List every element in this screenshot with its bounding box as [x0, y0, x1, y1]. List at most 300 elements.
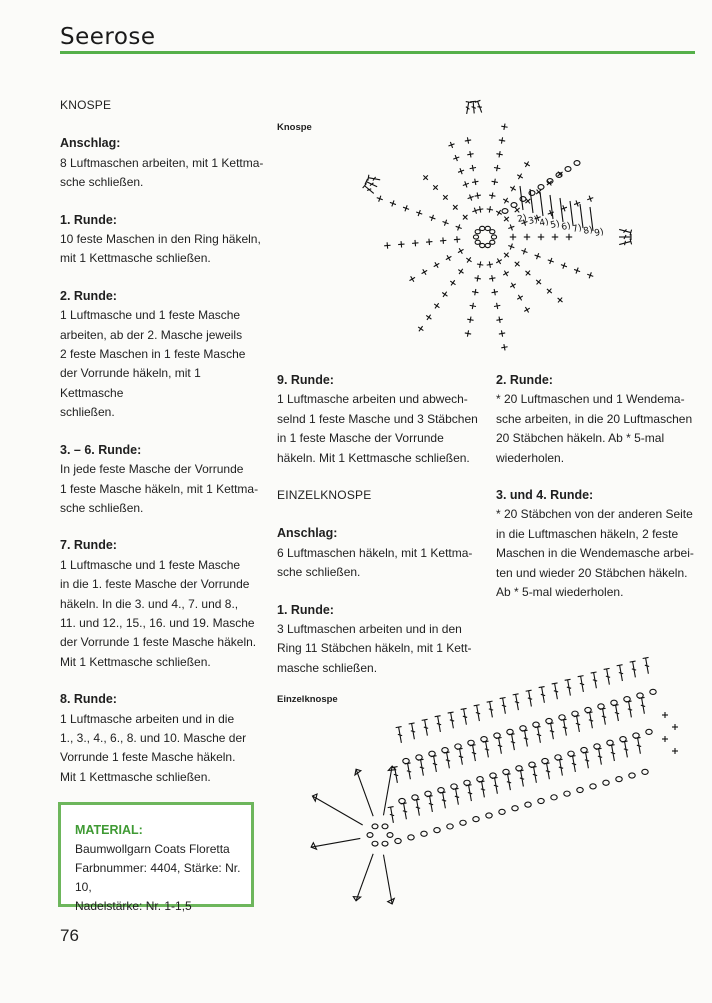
right-column — [496, 371, 696, 620]
single-crochet-symbol — [502, 214, 511, 223]
left-instruction-line: 11. und 12., 15., 16. und 19. Masche — [60, 615, 255, 630]
single-crochet-symbol — [501, 123, 508, 130]
double-crochet-symbol — [561, 719, 570, 736]
double-crochet-symbol — [583, 752, 592, 769]
single-crochet-symbol — [560, 262, 568, 270]
single-crochet-symbol — [507, 242, 515, 250]
single-crochet-symbol — [523, 160, 532, 169]
right-instruction-block — [496, 486, 696, 602]
direction-arrow — [312, 796, 362, 825]
double-crochet-symbol — [496, 737, 505, 754]
double-crochet-symbol — [643, 657, 652, 674]
single-crochet-symbol — [545, 286, 554, 295]
single-crochet-symbol — [441, 193, 450, 202]
double-crochet-symbol — [613, 705, 622, 722]
double-crochet-symbol — [570, 756, 579, 773]
section-caption-einzelknospe: EINZELKNOSPE — [277, 488, 372, 503]
left-instruction-block — [60, 134, 265, 192]
single-crochet-symbol — [534, 277, 543, 286]
double-crochet-symbol — [531, 767, 540, 784]
double-crochet-symbol — [552, 683, 561, 700]
double-crochet-symbol — [444, 752, 453, 769]
single-crochet-symbol — [552, 234, 558, 240]
single-crochet-symbol — [457, 167, 465, 175]
material-line: Farbnummer: 4404, Stärke: Nr. 10, — [75, 861, 241, 894]
middle-instruction-line: in 1 feste Masche der Vorrunde — [277, 431, 444, 446]
chain-stitch-symbol — [607, 740, 613, 745]
chain-stitch-symbol — [490, 230, 495, 234]
chain-stitch-symbol — [475, 230, 480, 234]
single-crochet-symbol — [476, 261, 483, 268]
single-crochet-symbol — [586, 271, 594, 279]
double-crochet-symbol — [483, 741, 492, 758]
left-instruction-line: 1 Luftmasche arbeiten und in die — [60, 711, 235, 726]
left-instruction-line: sche schließen. — [60, 500, 144, 515]
chain-stitch-symbol — [425, 791, 431, 796]
single-crochet-symbol — [486, 261, 493, 268]
single-crochet-symbol — [489, 192, 496, 199]
chain-stitch-symbol — [525, 802, 531, 807]
direction-arrow — [383, 855, 392, 904]
single-crochet-symbol — [498, 137, 505, 144]
double-crochet-symbol — [639, 697, 648, 714]
chain-stitch-symbol — [367, 833, 373, 838]
double-crochet-symbol — [518, 770, 527, 787]
single-crochet-symbol — [464, 255, 473, 264]
title-divider — [60, 51, 695, 54]
single-crochet-symbol — [502, 196, 511, 205]
double-crochet-symbol — [422, 719, 431, 736]
chain-stitch-symbol — [438, 788, 444, 793]
single-crochet-symbol — [421, 173, 430, 182]
single-crochet-symbol — [467, 193, 475, 201]
chain-stitch-symbol — [620, 737, 626, 742]
chain-stitch-symbol — [416, 755, 422, 760]
left-instruction-line: 10 feste Maschen in den Ring häkeln, — [60, 232, 261, 247]
double-crochet-symbol — [440, 792, 449, 809]
single-crochet-symbol — [556, 295, 565, 304]
single-crochet-symbol — [520, 247, 528, 255]
single-crochet-symbol — [493, 164, 500, 171]
double-crochet-symbol — [618, 227, 631, 236]
double-crochet-symbol — [618, 239, 631, 248]
right-instruction-line: Ab * 5-mal wiederholen. — [496, 585, 624, 600]
middle-instruction-line: 6 Luftmaschen häkeln, mit 1 Kettma- — [277, 545, 473, 560]
single-crochet-symbol — [471, 207, 479, 215]
section-caption-knospe: KNOSPE — [60, 98, 112, 112]
middle-instruction-line: 1 Luftmasche arbeiten und abwech- — [277, 392, 468, 407]
double-crochet-symbol — [470, 101, 477, 113]
double-crochet-symbol — [609, 745, 618, 762]
direction-arrow — [311, 838, 360, 847]
double-crochet-symbol — [619, 234, 631, 240]
middle-instruction-heading: 1. Runde: — [277, 602, 334, 617]
single-crochet-symbol — [496, 151, 503, 158]
single-crochet-symbol — [513, 259, 522, 268]
left-instruction-heading: 2. Runde: — [60, 288, 117, 303]
left-instruction-line: 1 Luftmasche und 1 feste Masche — [60, 557, 241, 572]
chain-stitch-symbol — [442, 748, 448, 753]
chain-stitch-symbol — [485, 226, 490, 230]
material-box — [58, 802, 254, 913]
chain-stitch-symbol — [507, 729, 513, 734]
chain-stitch-symbol — [451, 784, 457, 789]
chain-stitch-symbol — [468, 740, 474, 745]
round-number-label: 9) — [593, 227, 605, 239]
round-number-label: 7) — [571, 223, 583, 235]
single-crochet-symbol — [376, 195, 384, 203]
right-instruction-line: Maschen in die Wendemasche arbei- — [496, 546, 694, 561]
left-instruction-heading: 3. – 6. Runde: — [60, 442, 142, 457]
chain-stitch-symbol — [590, 784, 596, 789]
double-crochet-symbol — [544, 763, 553, 780]
left-instruction-line: In jede feste Masche der Vorrunde — [60, 462, 244, 477]
single-crochet-symbol — [491, 178, 498, 185]
left-instruction-line: 8 Luftmaschen arbeiten, mit 1 Kettma- — [60, 155, 264, 170]
middle-column — [277, 371, 482, 696]
left-instruction-line: der Vorrunde häkeln, mit 1 Kettmasche — [60, 366, 201, 400]
double-crochet-symbol — [526, 690, 535, 707]
chain-stitch-symbol — [585, 707, 591, 712]
double-crochet-symbol — [466, 785, 475, 802]
middle-instruction-blocks — [277, 371, 482, 468]
single-crochet-symbol — [440, 237, 447, 244]
double-crochet-symbol — [392, 767, 401, 784]
left-instruction-line: 2 feste Maschen in 1 feste Masche — [60, 347, 246, 362]
single-crochet-symbol — [432, 301, 441, 310]
chain-stitch-symbol — [581, 747, 587, 752]
chain-stitch-symbol — [511, 203, 517, 208]
single-crochet-symbol — [402, 204, 410, 212]
single-crochet-symbol — [452, 154, 460, 162]
round-number-label: 5) — [549, 219, 561, 231]
chain-stitch-symbol — [546, 718, 552, 723]
middle-instruction-line: selnd 1 feste Masche und 3 Stäbchen — [277, 411, 478, 426]
chain-stitch-symbol — [538, 185, 544, 190]
left-instruction-line: 1 Luftmasche und 1 feste Masche — [60, 308, 241, 323]
right-instruction-block — [496, 371, 696, 468]
middle-instruction-line: 3 Luftmaschen arbeiten und in den — [277, 622, 462, 637]
chain-stitch-symbol — [408, 835, 414, 840]
single-crochet-symbol — [440, 290, 449, 299]
single-crochet-symbol — [672, 748, 678, 754]
chain-stitch-symbol — [577, 787, 583, 792]
left-instruction-line: arbeiten, ab der 2. Masche jeweils — [60, 327, 243, 342]
chain-stitch-symbol — [503, 769, 509, 774]
left-instruction-block — [60, 441, 265, 519]
left-instruction-line: 1 feste Masche häkeln, mit 1 Kettma- — [60, 481, 259, 496]
double-crochet-symbol — [539, 687, 548, 704]
chain-stitch-symbol — [464, 780, 470, 785]
row-marker-line — [560, 198, 563, 222]
single-crochet-symbol — [412, 240, 419, 247]
single-crochet-symbol — [432, 261, 441, 270]
single-crochet-symbol — [428, 214, 436, 222]
chain-stitch-symbol — [486, 813, 492, 818]
chain-stitch-symbol — [455, 744, 461, 749]
chain-stitch-symbol — [485, 243, 490, 247]
single-crochet-symbol — [455, 223, 463, 231]
double-crochet-symbol — [388, 807, 397, 824]
double-crochet-symbol — [464, 102, 472, 115]
chain-stitch-symbol — [473, 235, 478, 239]
left-instruction-heading: 1. Runde: — [60, 212, 117, 227]
double-crochet-symbol — [591, 672, 600, 689]
double-crochet-symbol — [505, 774, 514, 791]
einzelknospe-crochet-diagram — [280, 650, 700, 930]
chain-stitch-symbol — [460, 820, 466, 825]
chain-stitch-symbol — [512, 806, 518, 811]
single-crochet-symbol — [489, 275, 496, 282]
left-instruction-line: Vorrunde 1 feste Masche häkeln. — [60, 750, 236, 765]
round-number-label: 3) — [527, 215, 539, 227]
single-crochet-symbol — [538, 234, 544, 240]
round-number-label: 4) — [538, 217, 550, 229]
double-crochet-symbol — [487, 701, 496, 718]
chain-stitch-symbol — [447, 824, 453, 829]
double-crochet-symbol — [548, 723, 557, 740]
material-line: Nadelstärke: Nr. 1-1,5 — [75, 899, 192, 913]
single-crochet-symbol — [398, 241, 405, 248]
left-instruction-line: in die 1. feste Masche der Vorrunde — [60, 577, 250, 592]
chain-stitch-symbol — [629, 773, 635, 778]
double-crochet-symbol — [500, 697, 509, 714]
double-crochet-symbol — [409, 723, 418, 740]
single-crochet-symbol — [469, 302, 476, 309]
double-crochet-symbol — [535, 727, 544, 744]
double-crochet-symbol — [557, 759, 566, 776]
single-crochet-symbol — [474, 275, 481, 282]
left-instruction-line: 1., 3., 4., 6., 8. und 10. Masche der — [60, 730, 247, 745]
double-crochet-symbol — [470, 745, 479, 762]
chain-stitch-symbol — [637, 693, 643, 698]
left-instruction-heading: 7. Runde: — [60, 538, 117, 553]
chain-stitch-symbol — [481, 737, 487, 742]
double-crochet-symbol — [448, 712, 457, 729]
middle-instruction-line: sche schließen. — [277, 565, 361, 580]
chain-stitch-symbol — [598, 704, 604, 709]
single-crochet-symbol — [462, 180, 470, 188]
left-instruction-block — [60, 536, 265, 672]
double-crochet-symbol — [565, 679, 574, 696]
left-instruction-block — [60, 211, 265, 269]
chain-stitch-symbol — [574, 161, 580, 166]
single-crochet-symbol — [441, 219, 449, 227]
single-crochet-symbol — [534, 252, 542, 260]
material-heading: MATERIAL: — [75, 823, 143, 837]
left-instruction-blocks — [60, 134, 265, 787]
single-crochet-symbol — [493, 302, 500, 309]
round-number-label: 2) — [516, 213, 528, 225]
left-instruction-block — [60, 690, 265, 787]
double-crochet-symbol — [622, 741, 631, 758]
double-crochet-symbol — [626, 701, 635, 718]
single-crochet-symbol — [474, 192, 481, 199]
single-crochet-symbol — [420, 268, 429, 277]
single-crochet-symbol — [672, 724, 678, 730]
round-number-label: 6) — [560, 221, 572, 233]
double-crochet-symbol — [604, 668, 613, 685]
single-crochet-symbol — [509, 184, 518, 193]
right-instruction-blocks — [496, 371, 696, 602]
chain-stitch-symbol — [490, 240, 495, 244]
chain-stitch-symbol — [499, 809, 505, 814]
double-crochet-symbol — [492, 777, 501, 794]
single-crochet-symbol — [547, 209, 555, 217]
chain-stitch-symbol — [642, 769, 648, 774]
chain-stitch-symbol — [611, 700, 617, 705]
double-crochet-symbol — [574, 716, 583, 733]
single-crochet-symbol — [456, 247, 465, 256]
single-crochet-symbol — [523, 268, 532, 277]
double-crochet-symbol — [600, 708, 609, 725]
chain-stitch-symbol — [372, 841, 378, 846]
double-crochet-symbol — [479, 781, 488, 798]
direction-arrow — [356, 769, 373, 816]
single-crochet-symbol — [523, 305, 532, 314]
chain-stitch-symbol — [480, 243, 485, 247]
single-crochet-symbol — [469, 164, 476, 171]
chain-stitch-symbol — [624, 697, 630, 702]
double-crochet-symbol — [453, 788, 462, 805]
middle-instruction-line: Ring 11 Stäbchen häkeln, mit 1 Kett- — [277, 641, 472, 656]
chain-stitch-symbol — [533, 722, 539, 727]
single-crochet-symbol — [431, 183, 440, 192]
chain-stitch-symbol — [502, 209, 508, 214]
double-crochet-symbol — [630, 661, 639, 678]
right-instruction-line: sche arbeiten, in die 20 Luftmaschen — [496, 411, 693, 426]
single-crochet-symbol — [524, 234, 530, 240]
double-crochet-symbol — [418, 759, 427, 776]
chain-stitch-symbol — [372, 824, 378, 829]
chain-stitch-symbol — [646, 729, 652, 734]
chain-stitch-symbol — [421, 831, 427, 836]
double-crochet-symbol — [617, 665, 626, 682]
single-crochet-symbol — [389, 199, 397, 207]
single-crochet-symbol — [472, 288, 479, 295]
single-crochet-symbol — [464, 330, 471, 337]
single-crochet-symbol — [447, 141, 455, 149]
chain-stitch-symbol — [491, 235, 496, 239]
single-crochet-symbol — [496, 316, 503, 323]
chain-stitch-symbol — [538, 798, 544, 803]
single-crochet-symbol — [513, 205, 522, 214]
left-instruction-line: Mit 1 Kettmasche schließen. — [60, 769, 211, 784]
single-crochet-symbol — [566, 234, 572, 240]
chain-stitch-symbol — [382, 841, 388, 846]
double-crochet-symbol — [587, 712, 596, 729]
chain-stitch-symbol — [490, 773, 496, 778]
double-crochet-symbol — [457, 748, 466, 765]
left-instruction-line: Mit 1 Kettmasche schließen. — [60, 654, 211, 669]
middle-instruction-heading: 9. Runde: — [277, 373, 334, 387]
diagram-label-einzelknospe: Einzelknospe — [277, 694, 338, 705]
left-instruction-line: sche schließen. — [60, 175, 144, 190]
row-marker-line — [570, 201, 573, 225]
chain-stitch-symbol — [403, 758, 409, 763]
single-crochet-symbol — [516, 172, 525, 181]
row-marker-line — [540, 192, 543, 216]
single-crochet-symbol — [408, 275, 417, 284]
right-instruction-line: in die Luftmaschen häkeln, 2 feste — [496, 526, 679, 541]
chain-stitch-symbol — [564, 791, 570, 796]
chain-stitch-symbol — [412, 795, 418, 800]
single-crochet-symbol — [509, 281, 518, 290]
left-column — [60, 96, 265, 805]
left-instruction-heading: 8. Runde: — [60, 692, 117, 707]
page-number: 76 — [60, 926, 79, 945]
chain-stitch-symbol — [480, 226, 485, 230]
single-crochet-symbol — [416, 324, 425, 333]
left-instruction-heading: Anschlag: — [60, 136, 121, 151]
page-title: Seerose — [60, 24, 156, 50]
round-number-label: 8) — [582, 225, 594, 237]
single-crochet-symbol — [516, 293, 525, 302]
left-instruction-block — [60, 287, 265, 423]
row-marker-line — [530, 189, 533, 213]
single-crochet-symbol — [467, 316, 474, 323]
double-crochet-symbol — [474, 705, 483, 722]
chain-stitch-symbol — [555, 755, 561, 760]
single-crochet-symbol — [456, 267, 465, 276]
middle-instruction-block — [277, 524, 482, 582]
single-crochet-symbol — [662, 712, 668, 718]
right-instruction-heading: 2. Runde: — [496, 373, 553, 387]
single-crochet-symbol — [424, 313, 433, 322]
right-instruction-line: ten und wieder 20 Stäbchen häkeln. — [496, 565, 688, 580]
chain-stitch-symbol — [395, 838, 401, 843]
single-crochet-symbol — [502, 269, 511, 278]
single-crochet-symbol — [491, 288, 498, 295]
double-crochet-symbol — [431, 756, 440, 773]
chain-stitch-symbol — [529, 762, 535, 767]
double-crochet-symbol — [475, 100, 485, 113]
chain-stitch-symbol — [475, 240, 480, 244]
chain-stitch-symbol — [520, 726, 526, 731]
chain-stitch-symbol — [382, 824, 388, 829]
chain-stitch-symbol — [399, 798, 405, 803]
double-crochet-symbol — [396, 727, 405, 744]
chain-stitch-symbol — [594, 744, 600, 749]
double-crochet-symbol — [509, 734, 518, 751]
middle-instruction-heading: Anschlag: — [277, 526, 338, 541]
single-crochet-symbol — [498, 330, 505, 337]
chain-stitch-symbol — [650, 689, 656, 694]
middle-instruction-line: masche schließen. — [277, 660, 378, 675]
direction-arrow — [356, 854, 373, 901]
middle-instruction-block — [277, 371, 482, 468]
single-crochet-symbol — [448, 278, 457, 287]
chain-stitch-symbol — [516, 766, 522, 771]
single-crochet-symbol — [472, 178, 479, 185]
chain-stitch-symbol — [568, 751, 574, 756]
chain-stitch-symbol — [633, 733, 639, 738]
single-crochet-symbol — [451, 203, 460, 212]
double-crochet-symbol — [435, 716, 444, 733]
single-crochet-symbol — [507, 223, 515, 231]
right-instruction-heading: 3. und 4. Runde: — [496, 488, 594, 503]
single-crochet-symbol — [467, 151, 474, 158]
single-crochet-symbol — [510, 234, 516, 240]
chain-stitch-symbol — [429, 751, 435, 756]
double-crochet-symbol — [368, 175, 381, 183]
left-instruction-line: mit 1 Kettmasche schließen. — [60, 251, 211, 266]
single-crochet-symbol — [502, 250, 511, 259]
right-instruction-line: 20 Stäbchen häkeln. Ab * 5-mal — [496, 431, 665, 446]
left-instruction-line: der Vorrunde 1 feste Masche häkeln. — [60, 635, 257, 650]
single-crochet-symbol — [384, 242, 391, 249]
single-crochet-symbol — [547, 257, 555, 265]
